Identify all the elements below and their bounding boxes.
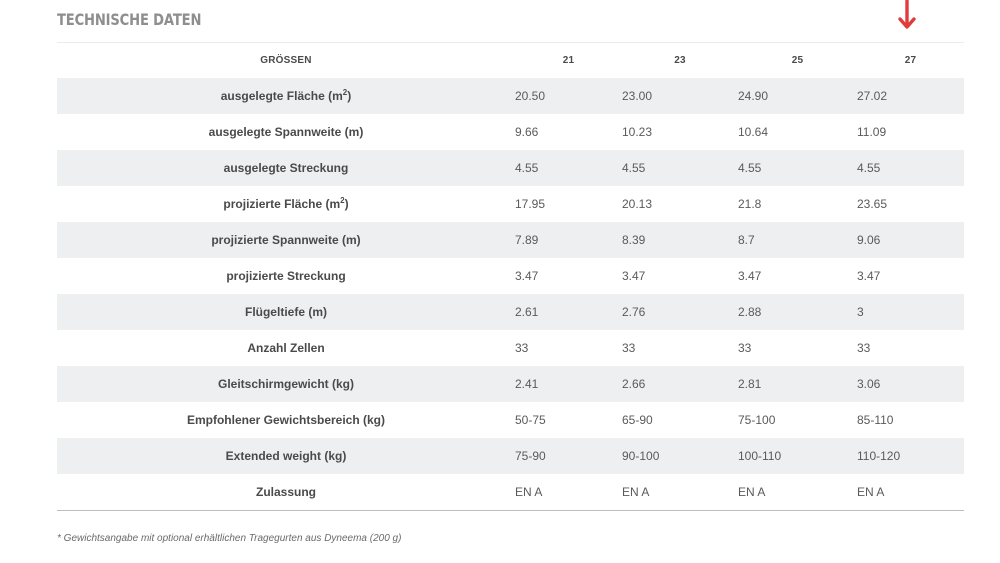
row-label bbox=[57, 258, 515, 294]
row-label-text: Anzahl Zellen bbox=[247, 341, 325, 355]
row-label-text: projizierte Streckung bbox=[226, 269, 346, 283]
row-label bbox=[57, 366, 515, 402]
row-label-text: Flügeltiefe (m) bbox=[244, 305, 327, 319]
row-label bbox=[57, 78, 515, 114]
table-cell: 2.76 bbox=[622, 305, 646, 319]
table-header-row bbox=[57, 43, 964, 79]
row-label-text: Extended weight (kg) bbox=[225, 449, 347, 463]
row-label bbox=[57, 474, 515, 511]
table-cell: EN A bbox=[738, 485, 766, 499]
row-label-text: ausgelegte Spannweite (m) bbox=[208, 125, 364, 139]
table-cell: EN A bbox=[622, 485, 650, 499]
table-row bbox=[57, 474, 964, 511]
row-label-text: Gleitschirmgewicht (kg) bbox=[217, 377, 355, 391]
row-label-suffix: ) bbox=[344, 197, 349, 211]
row-label-text: ausgelegte Fläche (m bbox=[220, 89, 343, 103]
table-row bbox=[57, 114, 964, 150]
row-label bbox=[57, 222, 515, 258]
table-cell: 27.02 bbox=[857, 89, 888, 103]
column-header-size: 25 bbox=[791, 55, 804, 66]
table-cell: 3 bbox=[857, 305, 864, 319]
table-cell: 2.81 bbox=[738, 377, 762, 391]
row-label bbox=[57, 186, 515, 222]
row-label-text: Empfohlener Gewichtsbereich (kg) bbox=[186, 413, 386, 427]
row-label-suffix: ) bbox=[347, 89, 352, 103]
table-cell: 65-90 bbox=[622, 413, 653, 427]
table-cell: 3.47 bbox=[515, 269, 539, 283]
table-row bbox=[57, 438, 964, 474]
table-cell: 33 bbox=[622, 341, 636, 355]
column-header-size: 27 bbox=[904, 55, 917, 66]
table-cell: 2.66 bbox=[622, 377, 646, 391]
row-label bbox=[57, 402, 515, 438]
table-row bbox=[57, 78, 964, 114]
table-cell: 3.47 bbox=[857, 269, 881, 283]
table-cell: 75-100 bbox=[738, 413, 776, 427]
table-cell: 10.64 bbox=[738, 125, 769, 139]
table-row bbox=[57, 402, 964, 438]
table-cell: 23.00 bbox=[622, 89, 653, 103]
table-cell: 23.65 bbox=[857, 197, 888, 211]
table-cell: 33 bbox=[515, 341, 529, 355]
table-cell: 3.47 bbox=[738, 269, 762, 283]
column-header-size: 21 bbox=[562, 55, 575, 66]
row-label-text: projizierte Spannweite (m) bbox=[211, 233, 361, 247]
row-label bbox=[57, 438, 515, 474]
row-label-text: projizierte Fläche (m bbox=[223, 197, 341, 211]
table-cell: 10.23 bbox=[622, 125, 653, 139]
table-cell: 9.06 bbox=[857, 233, 881, 247]
table-cell: 4.55 bbox=[857, 161, 881, 175]
table-row bbox=[57, 258, 964, 294]
table-body bbox=[57, 78, 964, 511]
table-cell: 4.55 bbox=[738, 161, 762, 175]
unit-superscript: 2 bbox=[340, 196, 345, 205]
table-cell: 3.47 bbox=[622, 269, 646, 283]
row-label bbox=[57, 150, 515, 186]
table-cell: EN A bbox=[857, 485, 885, 499]
table-cell: 110-120 bbox=[857, 449, 901, 463]
table-row bbox=[57, 222, 964, 258]
table-cell: 20.50 bbox=[515, 89, 546, 103]
table-row bbox=[57, 294, 964, 330]
table-cell: 4.55 bbox=[515, 161, 539, 175]
table-cell: 11.09 bbox=[857, 125, 887, 139]
table-cell: 90-100 bbox=[622, 449, 660, 463]
row-label bbox=[57, 330, 515, 366]
table-row bbox=[57, 366, 964, 402]
unit-superscript: 2 bbox=[342, 88, 348, 97]
table-row bbox=[57, 150, 964, 186]
table-cell: 24.90 bbox=[738, 89, 769, 103]
table-cell: 20.13 bbox=[622, 197, 653, 211]
table-cell: 85-110 bbox=[857, 413, 894, 427]
column-header-sizes: GRÖSSEN bbox=[260, 55, 312, 66]
footnote: * Gewichtsangabe mit optional erhältlichen Tragegurten aus Dyneema (200 g) bbox=[57, 533, 402, 544]
section-title: TECHNISCHE DATEN bbox=[57, 10, 202, 29]
specs-table bbox=[57, 42, 964, 511]
table-cell: 100-110 bbox=[738, 449, 782, 463]
table-row bbox=[57, 330, 964, 366]
table-cell: 2.88 bbox=[738, 305, 762, 319]
table-cell: 9.66 bbox=[515, 125, 539, 139]
row-label-text: Zulassung bbox=[255, 485, 316, 499]
table-cell: 3.06 bbox=[857, 377, 881, 391]
table-row bbox=[57, 186, 964, 222]
table-cell: 21.8 bbox=[738, 197, 762, 211]
table-cell: 8.39 bbox=[622, 233, 646, 247]
column-header-size: 23 bbox=[674, 55, 686, 66]
row-label bbox=[57, 114, 515, 150]
table-cell: 33 bbox=[857, 341, 871, 355]
table-cell: 75-90 bbox=[515, 449, 546, 463]
table-cell: 8.7 bbox=[738, 233, 755, 247]
table-cell: 7.89 bbox=[515, 233, 539, 247]
table-cell: 4.55 bbox=[622, 161, 646, 175]
table-cell: 33 bbox=[738, 341, 752, 355]
row-label bbox=[57, 294, 515, 330]
table-cell: 2.41 bbox=[515, 377, 539, 391]
row-label-text: ausgelegte Streckung bbox=[223, 161, 349, 175]
table-cell: EN A bbox=[515, 485, 543, 499]
table-cell: 17.95 bbox=[515, 197, 546, 211]
arrow-down-icon bbox=[897, 0, 917, 32]
table-cell: 50-75 bbox=[515, 413, 546, 427]
table-cell: 2.61 bbox=[515, 305, 539, 319]
